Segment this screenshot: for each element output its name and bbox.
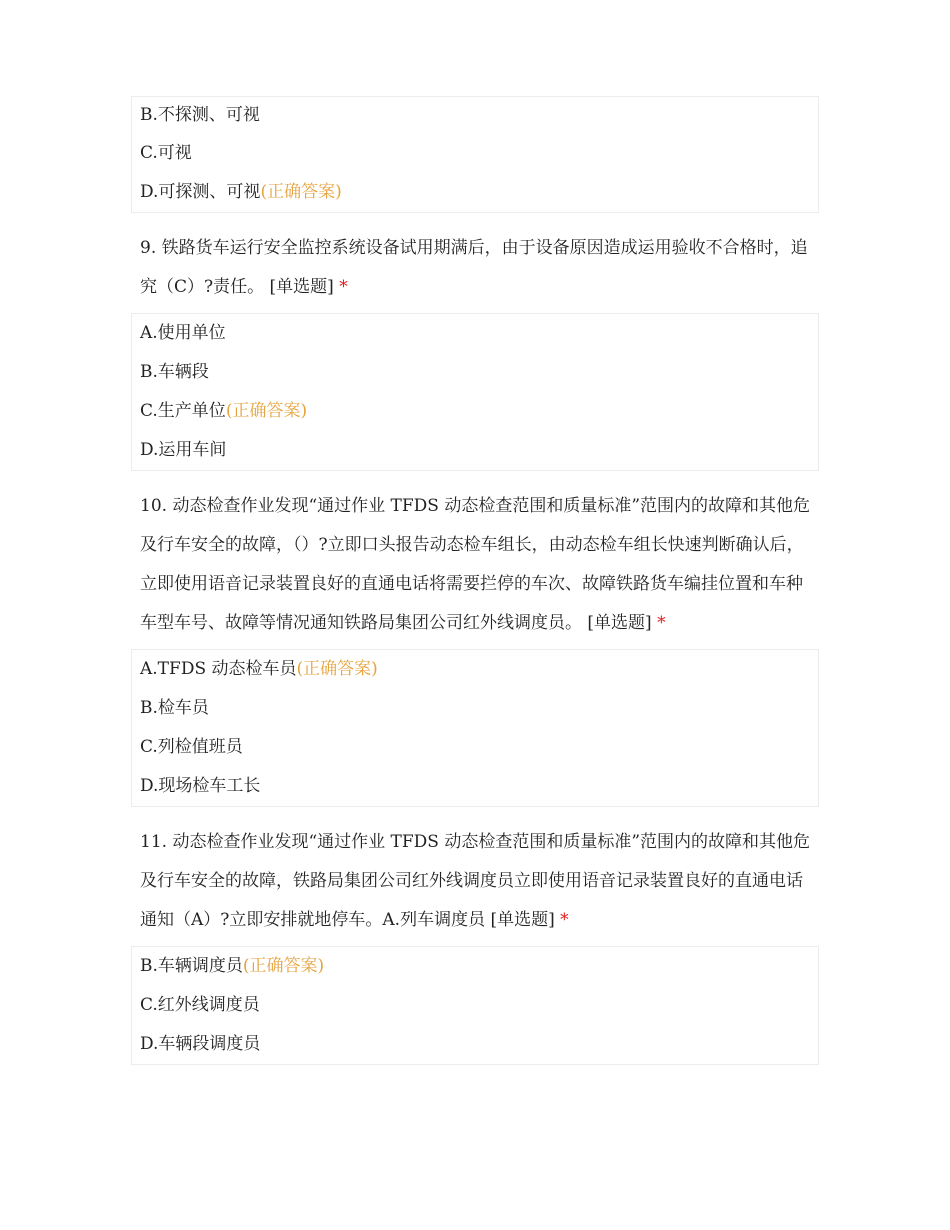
question-text: 11. 动态检查作业发现“通过作业 TFDS 动态检查范围和质量标准”范围内的故障和其他危及行车安全的故障，铁路局集团公司红外线调度员立即使用语音记录装置良好的直通电话通知（A）?立即安排就地停车。A.列车调度员 [单选题] [140, 832, 811, 930]
options-group-question-10 [131, 649, 819, 807]
required-mark: * [657, 613, 666, 633]
option-item[interactable] [140, 314, 810, 353]
option-item[interactable] [140, 134, 810, 173]
option-text: A.TFDS 动态检车员 [140, 659, 297, 679]
question-11-title [131, 807, 819, 946]
option-item[interactable] [140, 353, 810, 392]
option-text: B.车辆调度员 [140, 956, 243, 976]
options-group-question-9 [131, 313, 819, 471]
option-text: D.可探测、可视 [140, 182, 261, 202]
correct-answer-tag: (正确答案) [242, 956, 325, 976]
question-10-title [131, 471, 819, 649]
option-text: C.可视 [140, 143, 192, 163]
option-text: B.不探测、可视 [140, 105, 260, 125]
required-mark: * [339, 277, 348, 297]
options-group-fragment [131, 96, 819, 213]
option-text: B.检车员 [140, 698, 209, 718]
required-mark: * [560, 910, 569, 930]
option-item[interactable] [140, 947, 810, 986]
option-text: D.运用车间 [140, 440, 227, 460]
question-9-title [131, 213, 819, 313]
option-item[interactable] [140, 728, 810, 767]
option-item[interactable] [140, 97, 810, 134]
option-text: D.现场检车工长 [140, 776, 261, 796]
option-text: C.生产单位 [140, 401, 226, 421]
option-text: C.列检值班员 [140, 737, 243, 757]
option-item[interactable] [140, 392, 810, 431]
option-item[interactable] [140, 1025, 810, 1064]
survey-page [131, 96, 819, 1065]
question-text: 10. 动态检查作业发现“通过作业 TFDS 动态检查范围和质量标准”范围内的故障和其他危及行车安全的故障，（）?立即口头报告动态检车组长，由动态检车组长快速判断确认后，立即使用语音记录装置良好的直通电话将需要拦停的车次、故障铁路货车编挂位置和车种车型车号、故障等情况通知铁路局集团公司红外线调度员。 [单选题] [140, 496, 811, 633]
option-text: B.车辆段 [140, 362, 209, 382]
options-group-question-11 [131, 946, 819, 1065]
option-text: C.红外线调度员 [140, 995, 260, 1015]
option-item[interactable] [140, 767, 810, 806]
option-item[interactable] [140, 173, 810, 212]
option-item[interactable] [140, 689, 810, 728]
question-text: 9. 铁路货车运行安全监控系统设备试用期满后，由于设备原因造成运用验收不合格时，追究（C）?责任。 [单选题] [140, 238, 808, 297]
correct-answer-tag: (正确答案) [260, 182, 342, 202]
correct-answer-tag: (正确答案) [296, 659, 378, 679]
option-text: A.使用单位 [140, 323, 226, 343]
correct-answer-tag: (正确答案) [225, 401, 308, 421]
option-item[interactable] [140, 986, 810, 1025]
option-item[interactable] [140, 431, 810, 470]
option-text: D.车辆段调度员 [140, 1034, 261, 1054]
option-item[interactable] [140, 650, 810, 689]
